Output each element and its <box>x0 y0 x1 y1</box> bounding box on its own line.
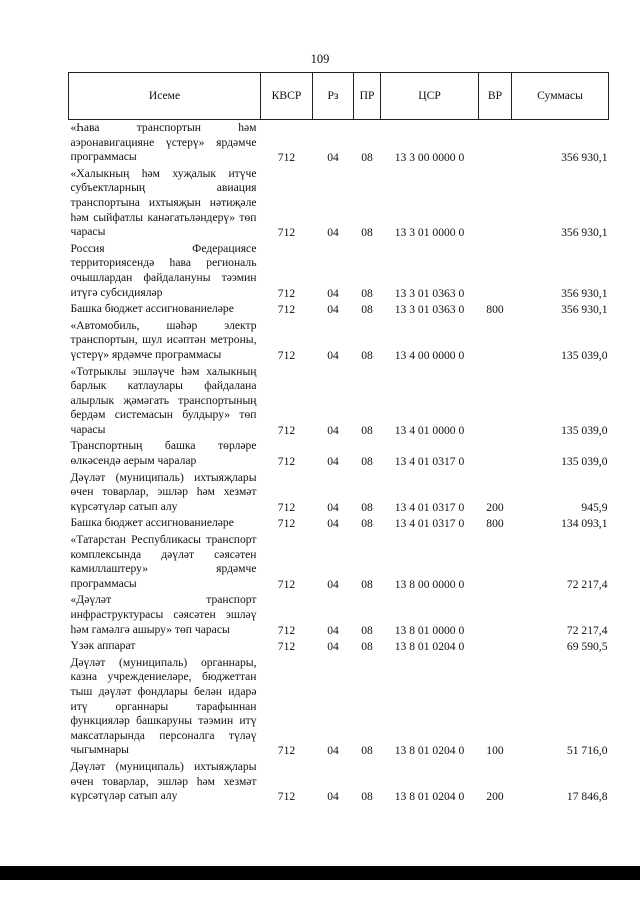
cell-name: Дәүләт (муниципаль) ихтыяҗлары өчен товарлар, эшләр һәм хезмәт күрсәтүләр сатып алу <box>70 470 257 513</box>
cell-rz: 04 <box>327 577 339 591</box>
table-row <box>69 638 609 655</box>
cell-rz: 04 <box>327 151 339 165</box>
cell-csr: 13 3 01 0363 0 <box>394 286 465 300</box>
cell-name: Россия Федерациясе территориясендә һава региональ очышлардан файдалануны тәэмин итүгә субсидияләр <box>70 241 257 299</box>
cell-vr <box>479 438 512 469</box>
cell-sum: 135 039,0 <box>561 348 608 362</box>
cell-vr: 200 <box>486 790 504 804</box>
table-row <box>69 470 609 516</box>
cell-pr: 08 <box>361 623 373 637</box>
table-row <box>69 655 609 759</box>
header-vr: ВР <box>479 73 512 120</box>
cell-sum: 135 039,0 <box>561 423 608 437</box>
cell-sum: 356 930,1 <box>561 303 608 317</box>
cell-sum: 17 846,8 <box>566 790 608 804</box>
cell-pr: 08 <box>361 348 373 362</box>
cell-pr: 08 <box>361 744 373 758</box>
cell-kvsr: 712 <box>277 790 296 804</box>
cell-sum: 356 930,1 <box>561 226 608 240</box>
cell-rz: 04 <box>327 790 339 804</box>
cell-pr: 08 <box>361 640 373 654</box>
cell-pr: 08 <box>361 303 373 317</box>
header-kvsr: КВСР <box>261 73 313 120</box>
cell-vr <box>479 364 512 439</box>
table-row <box>69 515 609 532</box>
cell-kvsr: 712 <box>277 455 296 469</box>
table-row <box>69 364 609 439</box>
cell-csr: 13 8 01 0204 0 <box>394 744 465 758</box>
cell-kvsr: 712 <box>277 500 296 514</box>
cell-kvsr: 712 <box>277 303 296 317</box>
cell-rz: 04 <box>327 455 339 469</box>
cell-kvsr: 712 <box>277 517 296 531</box>
cell-kvsr: 712 <box>277 423 296 437</box>
table-row <box>69 301 609 318</box>
cell-name: «Халыкның һәм хуҗалык итүче субъектларның авиация транспортына ихтыяҗын нәтиҗәле һәм сыйфатлы канәгатьләндерү» төп чарасы <box>70 166 257 239</box>
header-pr: ПР <box>354 73 381 120</box>
cell-vr <box>479 166 512 241</box>
cell-csr: 13 3 01 0363 0 <box>394 303 465 317</box>
cell-rz: 04 <box>327 517 339 531</box>
cell-csr: 13 4 01 0317 0 <box>394 500 465 514</box>
cell-csr: 13 8 01 0204 0 <box>394 640 465 654</box>
cell-pr: 08 <box>361 500 373 514</box>
table-row <box>69 532 609 592</box>
cell-sum: 72 217,4 <box>566 577 608 591</box>
cell-rz: 04 <box>327 226 339 240</box>
cell-vr <box>479 592 512 638</box>
page-number: 109 <box>310 52 330 66</box>
cell-kvsr: 712 <box>277 623 296 637</box>
cell-sum: 945,9 <box>581 500 608 514</box>
table-row <box>69 166 609 241</box>
cell-pr: 08 <box>361 286 373 300</box>
cell-pr: 08 <box>361 226 373 240</box>
cell-kvsr: 712 <box>277 151 296 165</box>
table-row <box>69 241 609 301</box>
cell-sum: 356 930,1 <box>561 151 608 165</box>
cell-name: Башка бюджет ассигнованиеләре <box>70 516 234 530</box>
cell-vr <box>479 638 512 655</box>
cell-vr <box>479 120 512 166</box>
cell-rz: 04 <box>327 348 339 362</box>
cell-name: Башка бюджет ассигнованиеләре <box>70 302 234 316</box>
header-name: Исеме <box>69 73 261 120</box>
cell-name: Үзәк аппарат <box>70 639 136 653</box>
cell-sum: 135 039,0 <box>561 455 608 469</box>
budget-table <box>68 72 609 805</box>
cell-csr: 13 8 01 0000 0 <box>394 623 465 637</box>
cell-pr: 08 <box>361 151 373 165</box>
table-row <box>69 438 609 469</box>
cell-pr: 08 <box>361 517 373 531</box>
cell-csr: 13 4 00 0000 0 <box>394 348 465 362</box>
cell-sum: 51 716,0 <box>566 744 608 758</box>
cell-rz: 04 <box>327 640 339 654</box>
cell-rz: 04 <box>327 500 339 514</box>
table-row <box>69 592 609 638</box>
cell-pr: 08 <box>361 455 373 469</box>
cell-vr: 800 <box>486 517 504 531</box>
cell-name: «Автомобиль, шәһәр электр транспортын, шул исәптән метроны, үстерү» ярдәмче программасы <box>70 318 257 361</box>
cell-pr: 08 <box>361 423 373 437</box>
header-sum: Суммасы <box>512 73 609 120</box>
cell-vr <box>479 241 512 301</box>
cell-vr: 200 <box>486 500 504 514</box>
cell-sum: 72 217,4 <box>566 623 608 637</box>
cell-name: Дәүләт (муниципаль) органнары, казна учреждениеләре, бюджеттан тыш дәүләт фондлары белән идарә итү органнары тарафыннан функцияләр башкаруны тәэмин итү максатларында персоналга түләү чыгымнары <box>70 655 257 757</box>
cell-name: «Дәүләт транспорт инфраструктурасы сәясәтен эшләү һәм гамәлгә ашыру» төп чарасы <box>70 593 257 636</box>
cell-rz: 04 <box>327 303 339 317</box>
cell-csr: 13 3 00 0000 0 <box>394 151 465 165</box>
cell-rz: 04 <box>327 623 339 637</box>
cell-sum: 69 590,5 <box>566 640 608 654</box>
cell-name: Транспортның башка төрләре өлкәсендә аерым чаралар <box>70 439 257 468</box>
table-row <box>69 318 609 364</box>
cell-rz: 04 <box>327 744 339 758</box>
cell-pr: 08 <box>361 790 373 804</box>
cell-pr: 08 <box>361 577 373 591</box>
cell-csr: 13 8 00 0000 0 <box>394 577 465 591</box>
cell-kvsr: 712 <box>277 577 296 591</box>
cell-kvsr: 712 <box>277 640 296 654</box>
cell-name: «Татарстан Республикасы транспорт комплексында дәүләт сәясәтен камиллаштеру» ярдәмче программасы <box>70 533 257 590</box>
cell-vr <box>479 532 512 592</box>
cell-csr: 13 8 01 0204 0 <box>394 790 465 804</box>
cell-kvsr: 712 <box>277 348 296 362</box>
cell-csr: 13 4 01 0317 0 <box>394 455 465 469</box>
scan-footer-bar <box>0 866 640 880</box>
cell-vr: 800 <box>486 303 504 317</box>
table-row <box>69 759 609 805</box>
cell-csr: 13 3 01 0000 0 <box>394 226 465 240</box>
cell-rz: 04 <box>327 286 339 300</box>
table-row <box>69 120 609 166</box>
cell-csr: 13 4 01 0317 0 <box>394 517 465 531</box>
cell-name: Дәүләт (муниципаль) ихтыяҗлары өчен товарлар, эшләр һәм хезмәт күрсәтүләр сатып алу <box>70 759 257 803</box>
cell-name: «Тотрыклы эшләүче һәм халыкның барлык катлаулары файдалана алырлык җәмәгать транспортының бердәм системасын булдыру» төп чарасы <box>70 364 257 436</box>
cell-vr <box>479 318 512 364</box>
cell-rz: 04 <box>327 423 339 437</box>
cell-csr: 13 4 01 0000 0 <box>394 423 465 437</box>
cell-vr: 100 <box>486 744 504 758</box>
cell-sum: 134 093,1 <box>561 517 608 531</box>
cell-name: «Һава транспортын һәм аэронавигациянe үстерү» ярдәмче программасы <box>70 121 257 164</box>
cell-kvsr: 712 <box>277 744 296 758</box>
table-header-row <box>69 73 609 120</box>
cell-kvsr: 712 <box>277 286 296 300</box>
cell-sum: 356 930,1 <box>561 286 608 300</box>
cell-kvsr: 712 <box>277 226 296 240</box>
header-csr: ЦСР <box>381 73 479 120</box>
header-rz: Рз <box>313 73 354 120</box>
